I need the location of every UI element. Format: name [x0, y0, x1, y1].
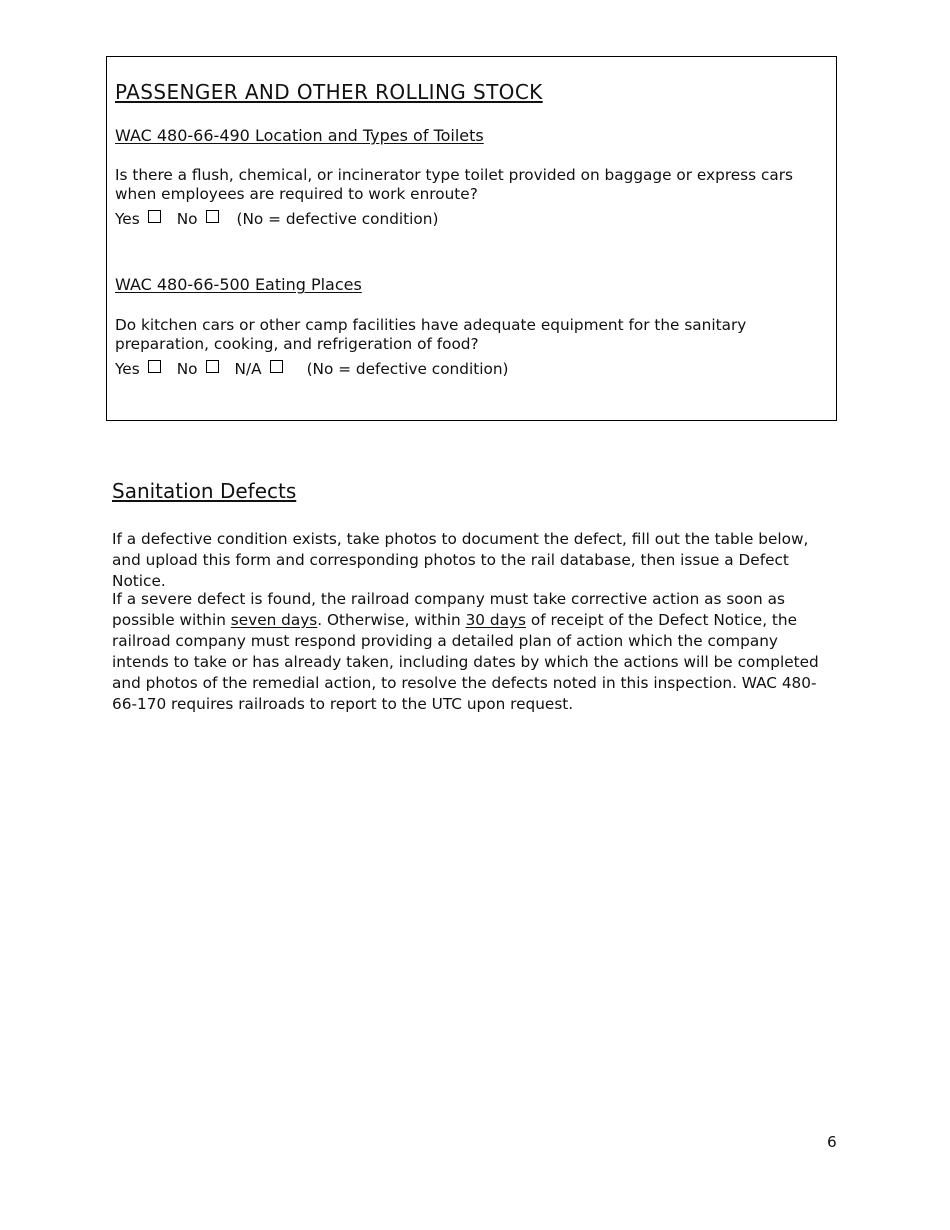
sanitation-defects-title: Sanitation Defects	[112, 479, 297, 503]
p2-text-3: of receipt of the Defect Notice, the railroad company must respond providing a detailed plan of action which the company intends to take or has already taken, including dates by which the actions will be completed and photos of the remedial action, to resolve the defects noted in this inspection. WAC 480-66-170 requires railroads to report to the UTC upon request.	[112, 611, 819, 713]
toilets-yes-label: Yes	[115, 210, 140, 228]
eating-heading: WAC 480-66-500 Eating Places	[115, 275, 362, 294]
toilets-no-checkbox[interactable]	[206, 210, 219, 223]
defects-paragraph-2	[112, 589, 834, 715]
p2-text-2: . Otherwise, within	[317, 611, 466, 629]
eating-answer-row	[115, 360, 509, 378]
toilets-note: (No = defective condition)	[236, 210, 439, 228]
toilets-heading: WAC 480-66-490 Location and Types of Toilets	[115, 126, 484, 145]
toilets-no-label: No	[176, 210, 198, 228]
eating-yes-label: Yes	[115, 360, 140, 378]
eating-na-checkbox[interactable]	[270, 360, 283, 373]
eating-note: (No = defective condition)	[306, 360, 509, 378]
eating-no-checkbox[interactable]	[206, 360, 219, 373]
rolling-stock-title: PASSENGER AND OTHER ROLLING STOCK	[115, 80, 543, 104]
toilets-yes-checkbox[interactable]	[148, 210, 161, 223]
p2-text-1: If a severe defect is found, the railroad company must take corrective action as soon as possible within	[112, 590, 785, 629]
eating-na-label: N/A	[234, 360, 262, 378]
eating-no-label: No	[176, 360, 198, 378]
toilets-answer-row	[115, 210, 438, 228]
toilets-question: Is there a flush, chemical, or incinerator type toilet provided on baggage or express cars when employees are required to work enroute?	[115, 166, 794, 203]
eating-yes-checkbox[interactable]	[148, 360, 161, 373]
defects-paragraph-1: If a defective condition exists, take photos to document the defect, fill out the table below, and upload this form and corresponding photos to the rail database, then issue a Defect Notice.	[112, 530, 809, 590]
eating-question: Do kitchen cars or other camp facilities have adequate equipment for the sanitary preparation, cooking, and refrigeration of food?	[115, 316, 747, 353]
seven-days-emphasis: seven days	[230, 611, 318, 629]
thirty-days-emphasis: 30 days	[465, 611, 527, 629]
page-number: 6	[827, 1133, 837, 1151]
